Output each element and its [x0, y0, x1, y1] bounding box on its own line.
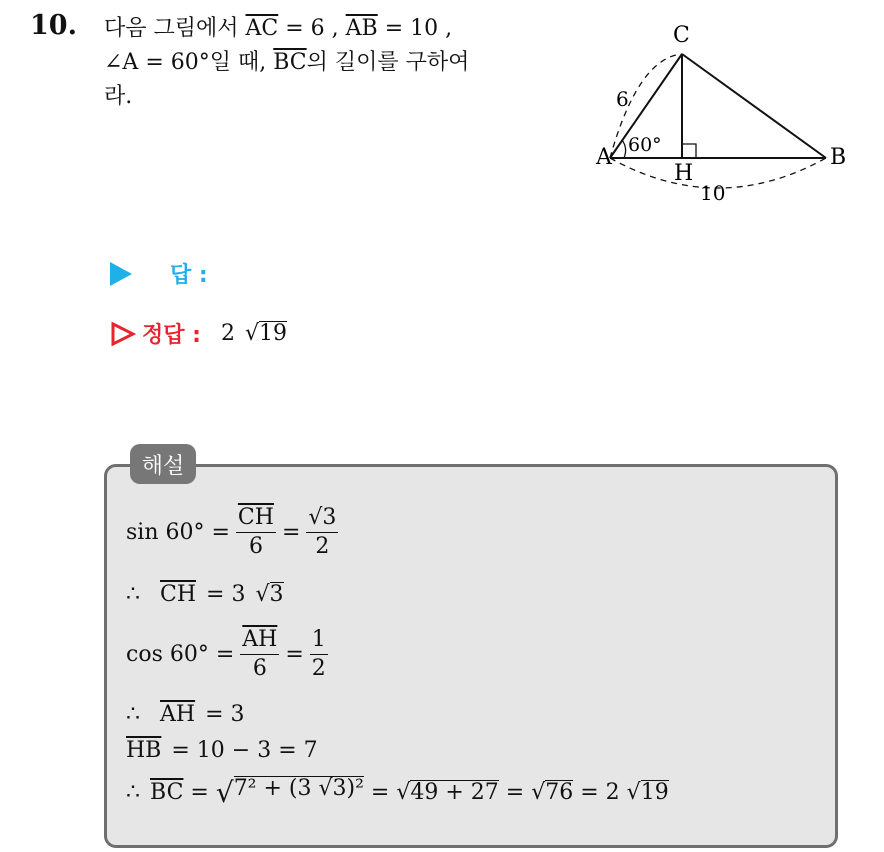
label-b: B [830, 145, 847, 170]
question-number: 10. [30, 10, 77, 41]
solution-row [110, 318, 287, 349]
explanation-line-5: $\overline{HB}$ = 10 − 3 = 7 [126, 738, 318, 763]
explanation-line-4: ∴ $\overline{AH}$ = 3 [126, 702, 245, 727]
angle-arc [622, 140, 626, 158]
outline-triangle-icon [110, 321, 136, 347]
question-line-2: ∠A = 60°일 때, $\overline{BC}$의 길이를 구하여 [104, 50, 470, 75]
solution-label: 정답 : [142, 323, 201, 348]
explanation-line-2: ∴ $\overline{CH}$ = 3 √ 3 [126, 582, 284, 607]
label-10: 10 [700, 181, 726, 205]
explanation-tag: 해설 [130, 444, 196, 484]
right-angle-mark [682, 144, 696, 158]
label-a: A [596, 145, 612, 170]
question-line-3: 라. [104, 84, 133, 109]
label-h: H [674, 161, 694, 186]
fraction-root3-2: $\frac{√3}{2}$ [308, 505, 337, 559]
question-text [104, 12, 564, 114]
answer-row [110, 258, 208, 289]
label-6: 6 [616, 87, 629, 111]
answer-label: 답 : [170, 263, 208, 288]
segment-ac: $\overline{AC}$ [245, 16, 279, 41]
solution-value: 2 √ 19 [220, 321, 287, 346]
question-line-1: 다음 그림에서 $\overline{AC} = 6$ , $\overline{AB} = 10$ , [104, 16, 453, 41]
fraction-1-2: $\frac{1}{2}$ [311, 627, 326, 681]
label-c: C [673, 23, 690, 48]
segment-ab: $\overline{AB}$ [345, 16, 378, 41]
label-60-degree: 60° [628, 134, 662, 156]
segment-bc: $\overline{BC}$ [273, 50, 307, 75]
play-arrow-icon [110, 262, 132, 286]
triangle-diagram [578, 18, 868, 218]
explanation-line-6: ∴ $\overline{BC}$ = √ 7² + (3 √3)² = √ 49 + 27 = √ 76 = 2 √ 19 [126, 776, 669, 809]
explanation-line-3: cos 60° = $\frac{\overline{AH}}{6}$ = $\frac{1}{2}$ [126, 627, 326, 681]
explanation-line-1: sin 60° = $\frac{\overline{CH}}{6}$ = $\frac{√3}{2}$ [126, 505, 337, 559]
fraction-ah-6: $\frac{\overline{AH}}{6}$ [242, 627, 278, 681]
side-bc [682, 54, 826, 158]
fraction-ch-6: $\frac{\overline{CH}}{6}$ [237, 505, 274, 559]
